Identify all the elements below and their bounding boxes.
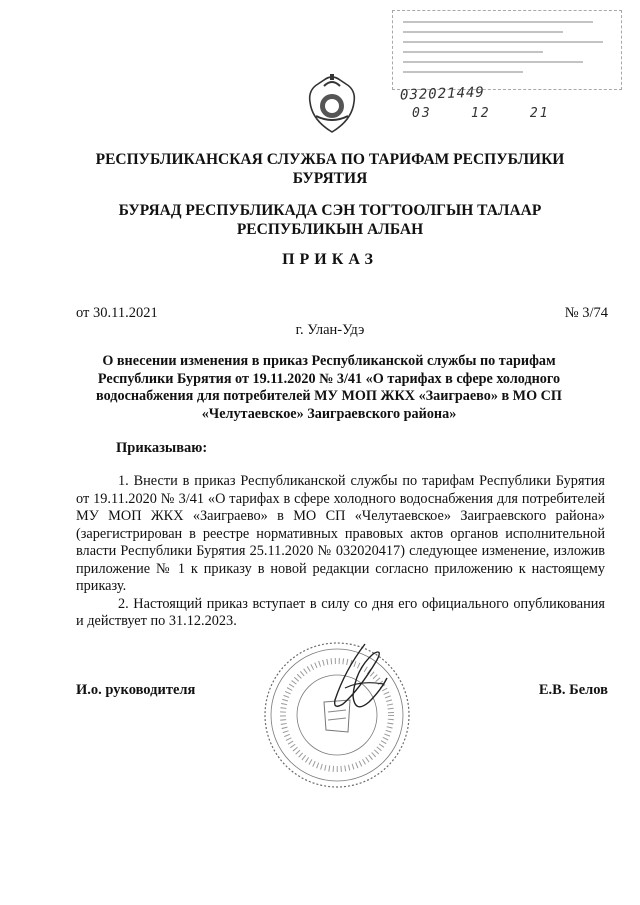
signatory-position: И.о. руководителя [76,682,196,698]
registration-number: 032021449 [399,84,486,104]
signatory-name: Е.В. Белов [538,682,608,698]
order-date: от 30.11.2021 [76,305,158,321]
order-number: № 3/74 [564,305,608,321]
order-item-1: 1. Внести в приказ Республиканской службы по тарифам Республики Бурятия от 19.11.2020 № 3/41 «О тарифах в сфере холодного водоснабжения для потребителей МУ МОП ЖКХ «Заиграево» в МО СП «Челутаевское» Заиграевского района» (зарегистрирован в реестре нормативных правовых актов органов исполнительной власти Республики Бурятия 25.11.2020 № 032020417) следующее изменение, изложив приложение № 1 к приказу в новой редакции согласно приложению к настоящему приказу. [76,473,605,594]
registration-date: 03 12 21 [412,106,550,121]
order-subject [84,353,574,423]
registration-stamp [392,10,622,90]
coat-of-arms-emblem-icon [302,72,362,138]
subject-line: Республики Бурятия от 19.11.2020 № 3/41 «О тарифах в сфере холодного [97,370,561,387]
order-body [76,473,605,631]
org-title-ru-line1: РЕСПУБЛИКАНСКАЯ СЛУЖБА ПО ТАРИФАМ РЕСПУБЛИКИ [95,151,565,168]
org-title-bur-line2: РЕСПУБЛИКЫН АЛБАН [236,221,424,238]
order-intro: Приказываю: [116,440,208,456]
subject-line: «Челутаевское» Заиграевского района» [201,405,457,422]
order-city: г. Улан-Удэ [295,322,365,338]
org-title-bur-line1: БУРЯАД РЕСПУБЛИКАДА СЭН ТОГТООЛГЫН ТАЛААР [118,202,542,219]
order-item-2: 2. Настоящий приказ вступает в силу со дня его официального опубликования и действует по 31.12.2023. [76,595,605,629]
org-title-ru-line2: БУРЯТИЯ [292,170,368,187]
handwritten-signature-icon [325,640,395,720]
document-type-heading: ПРИКАЗ [282,251,378,268]
subject-line: О внесении изменения в приказ Республиканской службы по тарифам [102,353,556,369]
subject-line: водоснабжения для потребителей МУ МОП ЖКХ «Заиграево» в МО СП [96,388,562,404]
